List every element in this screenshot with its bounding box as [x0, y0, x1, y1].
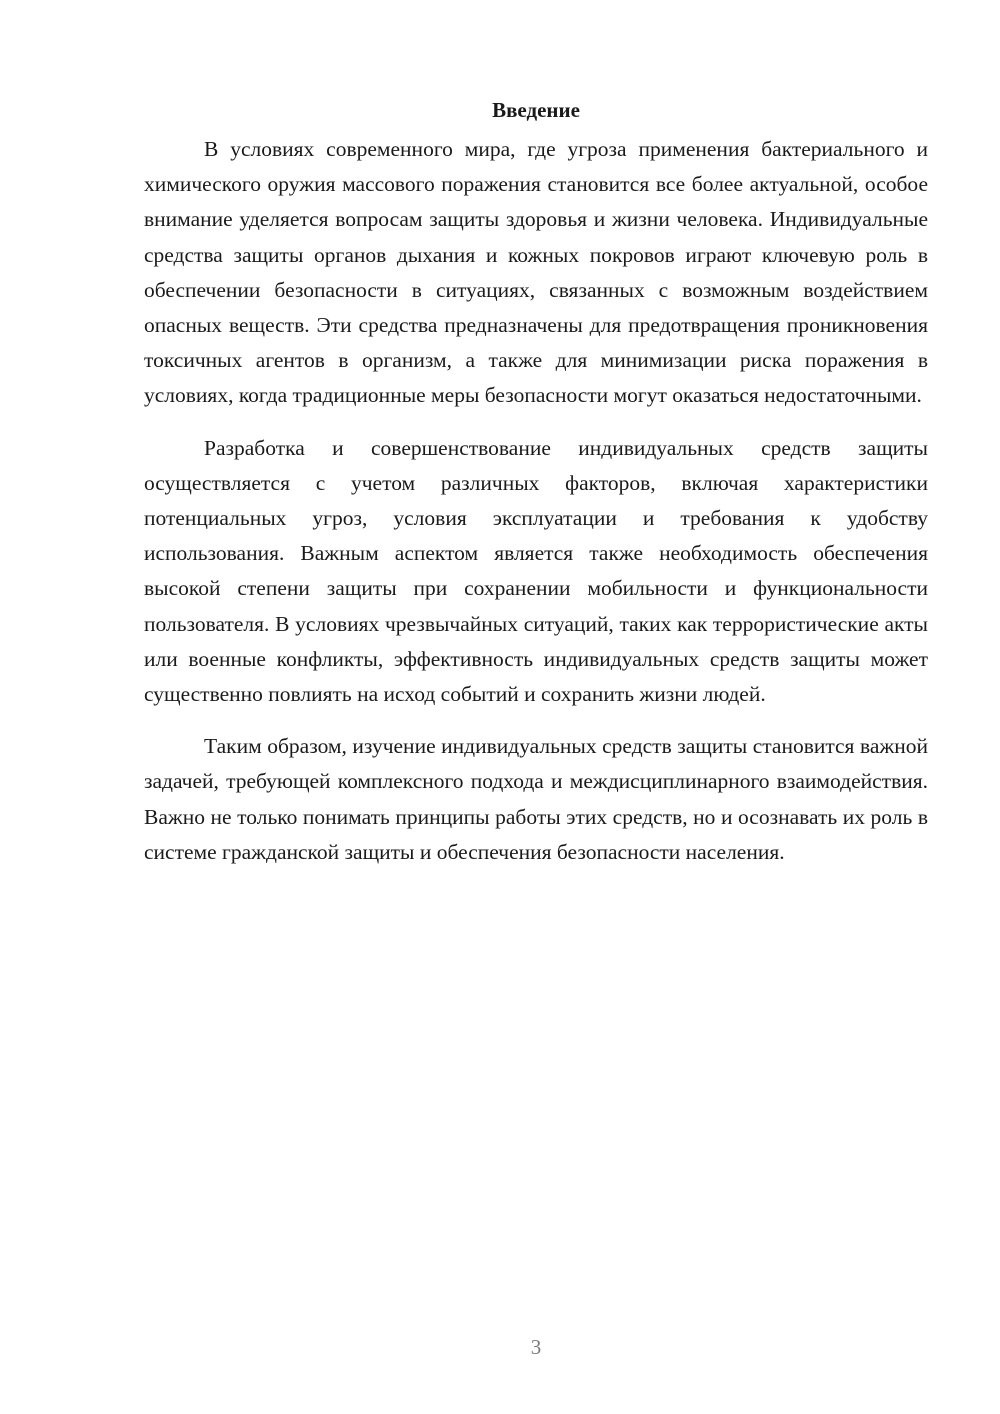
page-content — [144, 96, 928, 870]
paragraph-1: В условиях современного мира, где угроза применения бактериального и химического оружия массового поражения становится все более актуальной, особое внимание уделяется вопросам защиты здоровья и жизни человека. Индивидуальные средства защиты органов дыхания и кожных покровов играют ключевую роль в обеспечении безопасности в ситуациях, связанных с возможным воздействием опасных веществ. Эти средства предназначены для предотвращения проникновения токсичных агентов в организм, а также для минимизации риска поражения в условиях, когда традиционные меры безопасности могут оказаться недостаточными. — [144, 137, 928, 408]
section-heading: Введение — [492, 98, 580, 122]
paragraph-3: Таким образом, изучение индивидуальных средств защиты становится важной задачей, требующей комплексного подхода и междисциплинарного взаимодействия. Важно не только понимать принципы работы этих средств, но и осознавать их роль в системе гражданской защиты и обеспечения безопасности населения. — [144, 734, 928, 864]
paragraph-2: Разработка и совершенствование индивидуальных средств защиты осуществляется с учетом различных факторов, включая характеристики потенциальных угроз, условия эксплуатации и требования к удобству использования. Важным аспектом является также необходимость обеспечения высокой степени защиты при сохранении мобильности и функциональности пользователя. В условиях чрезвычайных ситуаций, таких как террористические акты или военные конфликты, эффективность индивидуальных средств защиты может существенно повлиять на исход событий и сохранить жизни людей. — [144, 435, 928, 707]
page-number: 3 — [530, 1335, 542, 1359]
